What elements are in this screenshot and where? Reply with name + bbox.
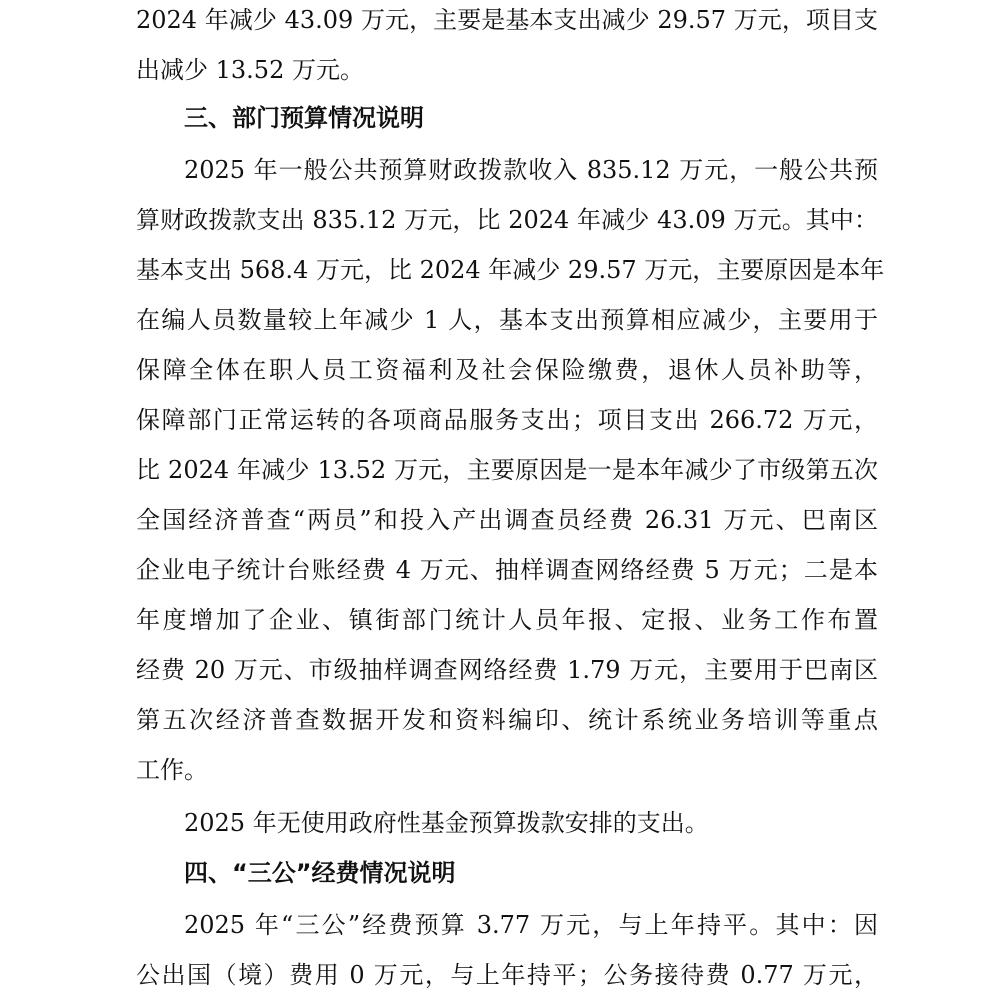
text-line: 2025 年无使用政府性基金预算拨款安排的支出。 <box>184 809 709 837</box>
text-line: 第五次经济普查数据开发和资料编印、统计系统业务培训等重点 <box>136 706 878 734</box>
section-heading: 四、“三公”经费情况说明 <box>184 859 456 887</box>
text-line: 比 2024 年减少 13.52 万元，主要原因是一是本年减少了市级第五次 <box>136 456 878 484</box>
text-line: 保障全体在职人员工资福利及社会保险缴费，退休人员补助等， <box>136 356 878 384</box>
text-line: 保障部门正常运转的各项商品服务支出；项目支出 266.72 万元， <box>136 406 878 434</box>
text-line: 在编人员数量较上年减少 1 人，基本支出预算相应减少，主要用于 <box>136 306 878 334</box>
text-line: 算财政拨款支出 835.12 万元，比 2024 年减少 43.09 万元。其中： <box>136 206 878 234</box>
text-line: 年度增加了企业、镇街部门统计人员年报、定报、业务工作布置 <box>136 606 878 634</box>
text-line: 公出国（境）费用 0 万元，与上年持平；公务接待费 0.77 万元， <box>136 961 878 989</box>
text-line: 2024 年减少 43.09 万元，主要是基本支出减少 29.57 万元，项目支 <box>136 6 878 34</box>
text-line: 2025 年一般公共预算财政拨款收入 835.12 万元，一般公共预 <box>184 156 878 184</box>
text-line: 经费 20 万元、市级抽样调查网络经费 1.79 万元，主要用于巴南区 <box>136 656 878 684</box>
text-line: 出减少 13.52 万元。 <box>136 56 364 84</box>
text-line: 工作。 <box>136 756 208 784</box>
section-heading: 三、部门预算情况说明 <box>184 104 424 132</box>
text-line: 全国经济普查“两员”和投入产出调查员经费 26.31 万元、巴南区 <box>136 506 878 534</box>
text-line: 基本支出 568.4 万元，比 2024 年减少 29.57 万元，主要原因是本年 <box>136 256 885 284</box>
text-line: 2025 年“三公”经费预算 3.77 万元，与上年持平。其中：因 <box>184 911 878 939</box>
text-line: 企业电子统计台账经费 4 万元、抽样调查网络经费 5 万元；二是本 <box>136 556 878 584</box>
